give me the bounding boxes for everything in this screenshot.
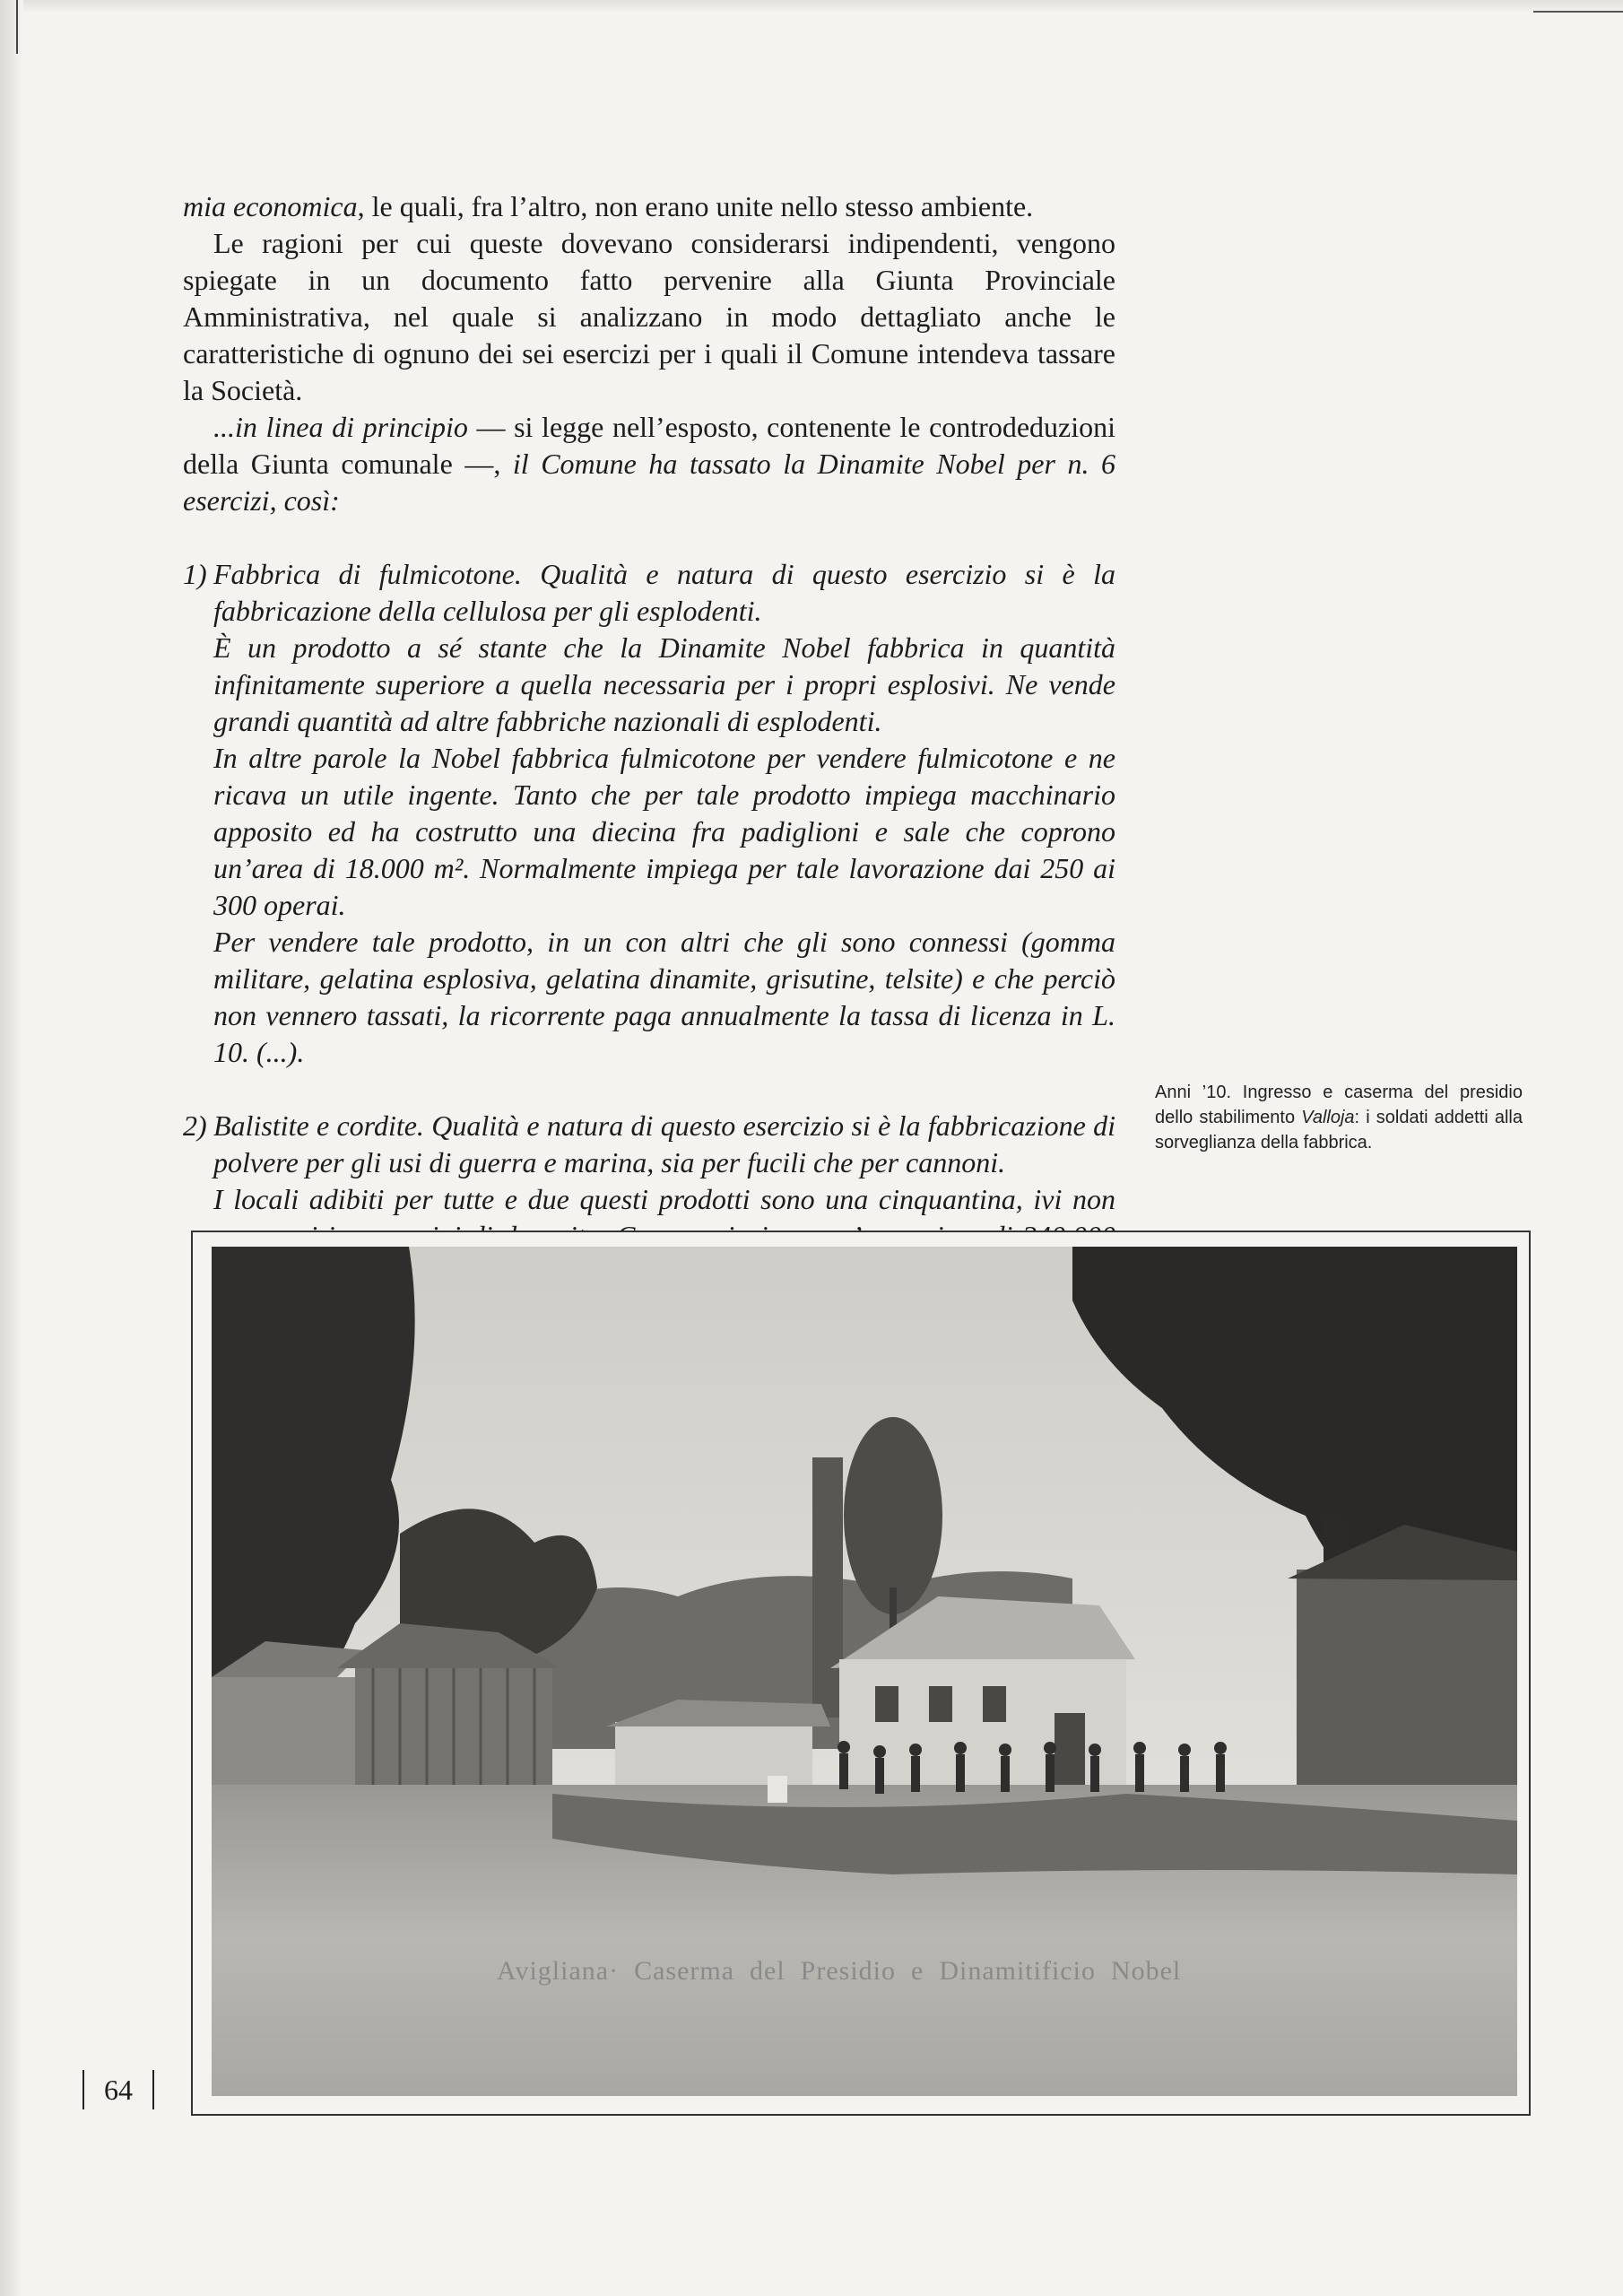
quote-middle: — si legge nell’esposto, contenente le controdeduzioni della Giunta comunale —, <box>183 411 1116 480</box>
item-paragraph: Balistite e cordite. Qualità e natura di questo esercizio si è la fabbricazione di polvere per gli usi di guerra e marina, sia per fucili che per cannoni. <box>213 1109 1115 1178</box>
intro-italic: mia economica <box>183 190 358 222</box>
top-rule <box>1533 11 1623 13</box>
list-item <box>183 556 1115 1071</box>
page-number-value: 64 <box>104 2074 133 2106</box>
item-paragraph: Fabbrica di fulmicotone. Qualità e natura di questo esercizio si è la fabbricazione della cellulosa per gli esplodenti. <box>213 558 1115 627</box>
poplar-tree <box>844 1417 942 1614</box>
corner-mark <box>16 0 18 54</box>
photo-caption-text <box>1155 1080 1523 1155</box>
body-text <box>183 188 1115 1292</box>
item-paragraph: I locali adibiti per tutte e due questi prodotti sono una cinquantina, ivi non <box>213 1183 1115 1215</box>
photo-inscription: Avigliana· Caserma del Presidio e Dinamitificio Nobel <box>497 1956 1182 1986</box>
exercise-list <box>183 556 1115 1292</box>
caption-tail: : i soldati addetti alla sorveglianza della fabbrica. <box>1155 1108 1523 1152</box>
item-number: 2) <box>183 1109 207 1142</box>
intro-line <box>183 188 1115 225</box>
caption-italic: Valloja <box>1301 1108 1355 1127</box>
paragraph-quote <box>183 409 1115 519</box>
item-paragraph: Per vendere tale prodotto, in un con altri che gli sono connessi (gomma militare, gelatina esplosiva, gelatina dinamite, grisutine, telsite) e che perciò non vennero tassati, la ricorrente paga annualmente la tassa di licenza in L. 10. (...). <box>213 926 1115 1068</box>
scan-edge-left <box>0 0 23 2296</box>
low-building <box>615 1722 812 1785</box>
intro-rest: , le quali, fra l’altro, non erano unite nello stesso ambiente. <box>357 190 1034 222</box>
chimney <box>812 1457 843 1718</box>
quote-lead: ...in linea di principio <box>213 411 468 443</box>
quote-tail: il Comune ha tassato la Dinamite Nobel per n. 6 esercizi, così: <box>183 448 1116 517</box>
item-body <box>213 556 1115 1071</box>
item-paragraph: È un prodotto a sé stante che la Dinamite Nobel fabbrica in quantità infinitamente superiore a quella necessaria per i propri esplosivi. Ne vende grandi quantità ad altre fabbriche nazionali di esplodenti. <box>213 631 1115 737</box>
left-shack <box>212 1677 364 1794</box>
scan-edge <box>0 0 1623 13</box>
page-number-bar <box>152 2070 154 2109</box>
paragraph-reasons: Le ragioni per cui queste dovevano considerarsi indipendenti, vengono spiegate in un documento fatto pervenire alla Giunta Provinciale Amministrativa, nel quale si analizzano in modo dettagliato anche le caratteristiche di ognuno dei sei esercizi per i quali il Comune intendeva tassare la Società. <box>183 227 1115 406</box>
item-number: 1) <box>183 558 207 590</box>
right-building <box>1297 1570 1517 1812</box>
caption-lead: Anni ’10. Ingresso e caserma del presidio dello stabilimento <box>1155 1083 1523 1127</box>
page-number <box>82 2070 154 2109</box>
item-paragraph: In altre parole la Nobel fabbrica fulmicotone per vendere fulmicotone e ne ricava un utile ingente. Tanto che per tale prodotto impiega macchinario apposito ed ha costrutto una diecina fra padiglioni e sale che coprono un’area di 18.000 m². Normalmente impiega per tale lavorazione dai 250 ai 300 operai. <box>213 742 1115 921</box>
